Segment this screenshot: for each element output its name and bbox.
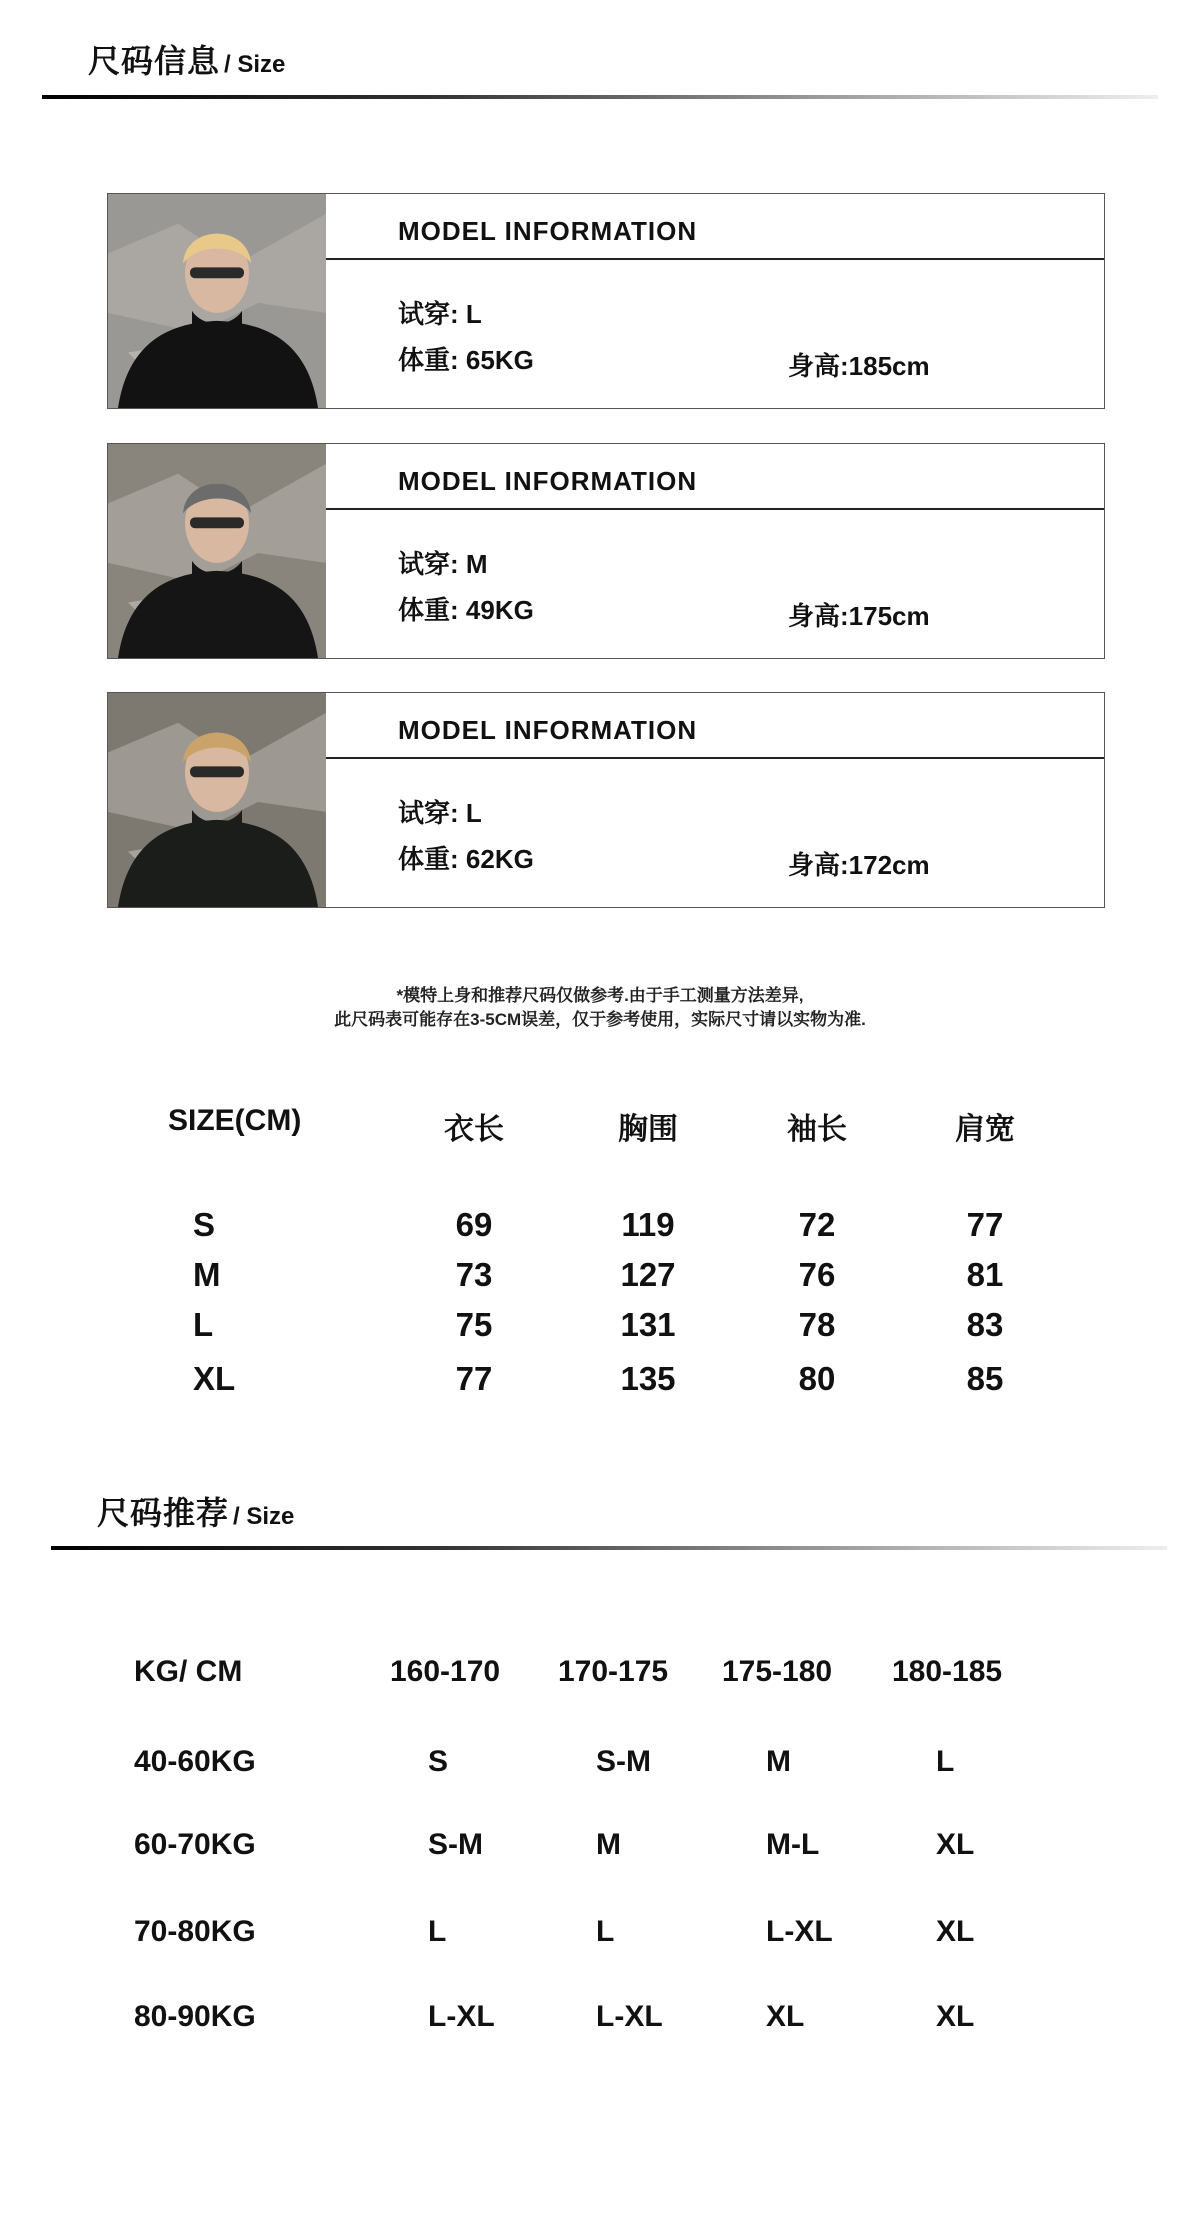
size-recommend-cell: L-XL: [766, 1915, 833, 1948]
model-try-size: [398, 544, 488, 581]
size-recommend-header-cell: KG/ CM: [134, 1655, 243, 1688]
model-try-label: 试穿:: [398, 798, 459, 828]
model-try-size: [398, 294, 482, 331]
size-chart-size-label: M: [193, 1256, 221, 1293]
size-info-title-en: / Size: [224, 51, 286, 78]
size-recommend-title: [97, 1488, 294, 1534]
model-info-divider: [326, 258, 1104, 260]
size-recommend-cell: XL: [936, 2000, 975, 2033]
size-recommend-cell: S: [428, 1745, 449, 1778]
size-chart-cell: 81: [966, 1256, 1004, 1293]
size-chart-cell: 77: [966, 1206, 1004, 1243]
size-disclaimer: [0, 984, 1200, 1032]
size-chart-cell: 131: [620, 1306, 676, 1343]
model-height: [788, 596, 930, 633]
size-disclaimer-line-1: *模特上身和推荐尺码仅做参考.由于手工测量方法差异,: [396, 986, 804, 1005]
size-chart-cell: 78: [798, 1306, 836, 1343]
size-chart-size-label: L: [193, 1306, 214, 1343]
model-weight: [398, 590, 534, 627]
size-chart-cell: 119: [621, 1206, 675, 1243]
model-try-value: M: [465, 549, 488, 579]
size-recommend-cell: L: [596, 1915, 615, 1948]
size-recommend-header-cell: 160-170: [390, 1655, 501, 1688]
size-recommend-weight-label: 70-80KG: [134, 1915, 256, 1948]
size-chart-cell: 85: [966, 1360, 1004, 1397]
size-chart-header: 胸围: [618, 1113, 678, 1146]
model-height-value: 175cm: [848, 601, 930, 631]
size-recommend-cell: S-M: [596, 1745, 651, 1778]
model-height-label: 身高:: [788, 351, 849, 381]
size-recommend-cell: XL: [936, 1828, 975, 1861]
size-recommend-header-cell: 170-175: [558, 1655, 669, 1688]
size-chart-cell: 72: [798, 1206, 836, 1243]
model-info-divider: [326, 757, 1104, 759]
size-chart-cell: 77: [455, 1360, 493, 1397]
size-recommend-cell: S-M: [428, 1828, 483, 1861]
model-height-value: 172cm: [848, 850, 930, 880]
model-weight-value: 49KG: [465, 595, 534, 625]
model-try-value: L: [465, 299, 482, 329]
model-card: [107, 443, 1105, 659]
model-photo: [108, 444, 326, 658]
size-recommend-cell: M: [766, 1745, 791, 1778]
model-height-value: 185cm: [848, 351, 930, 381]
size-recommend-weight-label: 40-60KG: [134, 1745, 256, 1778]
model-info-title: MODEL INFORMATION: [398, 715, 698, 745]
size-info-title-cn: 尺码信息: [88, 43, 221, 79]
size-info-title: [88, 36, 285, 82]
size-recommend-header-cell: 175-180: [722, 1655, 833, 1688]
model-weight: [398, 839, 534, 876]
model-height: [788, 845, 930, 882]
model-try-value: L: [465, 798, 482, 828]
model-weight-label: 体重:: [398, 844, 459, 874]
size-chart-cell: 80: [798, 1360, 836, 1397]
size-recommend-cell: L-XL: [596, 2000, 663, 2033]
model-info-title: MODEL INFORMATION: [398, 466, 698, 496]
size-chart-cell: 135: [620, 1360, 676, 1397]
size-recommend-cell: L-XL: [428, 2000, 495, 2033]
model-try-label: 试穿:: [398, 549, 459, 579]
model-info-divider: [326, 508, 1104, 510]
size-recommend-cell: L: [428, 1915, 447, 1948]
size-chart-header: 衣长: [444, 1113, 504, 1146]
size-chart-cell: 83: [966, 1306, 1004, 1343]
size-chart-size-label: S: [193, 1206, 216, 1243]
size-recommend-weight-label: 60-70KG: [134, 1828, 256, 1861]
size-recommend-cell: M: [596, 1828, 621, 1861]
size-chart-cell: 75: [455, 1306, 493, 1343]
model-height-label: 身高:: [788, 601, 849, 631]
model-try-size: [398, 793, 482, 830]
size-recommend-cell: XL: [766, 2000, 805, 2033]
size-recommend-cell: M-L: [766, 1828, 820, 1861]
size-chart-header: 袖长: [787, 1113, 847, 1146]
model-try-label: 试穿:: [398, 299, 459, 329]
model-weight-label: 体重:: [398, 595, 459, 625]
size-recommend-cell: L: [936, 1745, 955, 1778]
size-recommend-weight-label: 80-90KG: [134, 2000, 256, 2033]
size-info-rule: [42, 95, 1158, 99]
model-weight-value: 62KG: [465, 844, 534, 874]
model-weight-label: 体重:: [398, 345, 459, 375]
model-info-title: MODEL INFORMATION: [398, 216, 698, 246]
model-height-label: 身高:: [788, 850, 849, 880]
size-chart-cell: 69: [455, 1206, 493, 1243]
size-chart-header: SIZE(CM): [168, 1104, 302, 1137]
size-recommend-cell: XL: [936, 1915, 975, 1948]
model-card: [107, 193, 1105, 409]
size-recommend-title-cn: 尺码推荐: [97, 1495, 230, 1531]
model-weight-value: 65KG: [465, 345, 534, 375]
size-chart-header: 肩宽: [955, 1113, 1015, 1146]
model-height: [788, 346, 930, 383]
model-weight: [398, 340, 534, 377]
size-chart-cell: 127: [620, 1256, 676, 1293]
size-chart-cell: 76: [798, 1256, 836, 1293]
model-card: [107, 692, 1105, 908]
size-recommend-title-en: / Size: [233, 1503, 295, 1530]
model-photo: [108, 194, 326, 408]
size-chart-cell: 73: [455, 1256, 493, 1293]
model-photo: [108, 693, 326, 907]
size-recommend-rule: [51, 1546, 1167, 1550]
size-recommend-header-cell: 180-185: [892, 1655, 1003, 1688]
size-disclaimer-line-2: 此尺码表可能存在3-5CM误差，仅于参考使用，实际尺寸请以实物为准.: [334, 1010, 866, 1029]
size-chart-size-label: XL: [193, 1360, 236, 1397]
